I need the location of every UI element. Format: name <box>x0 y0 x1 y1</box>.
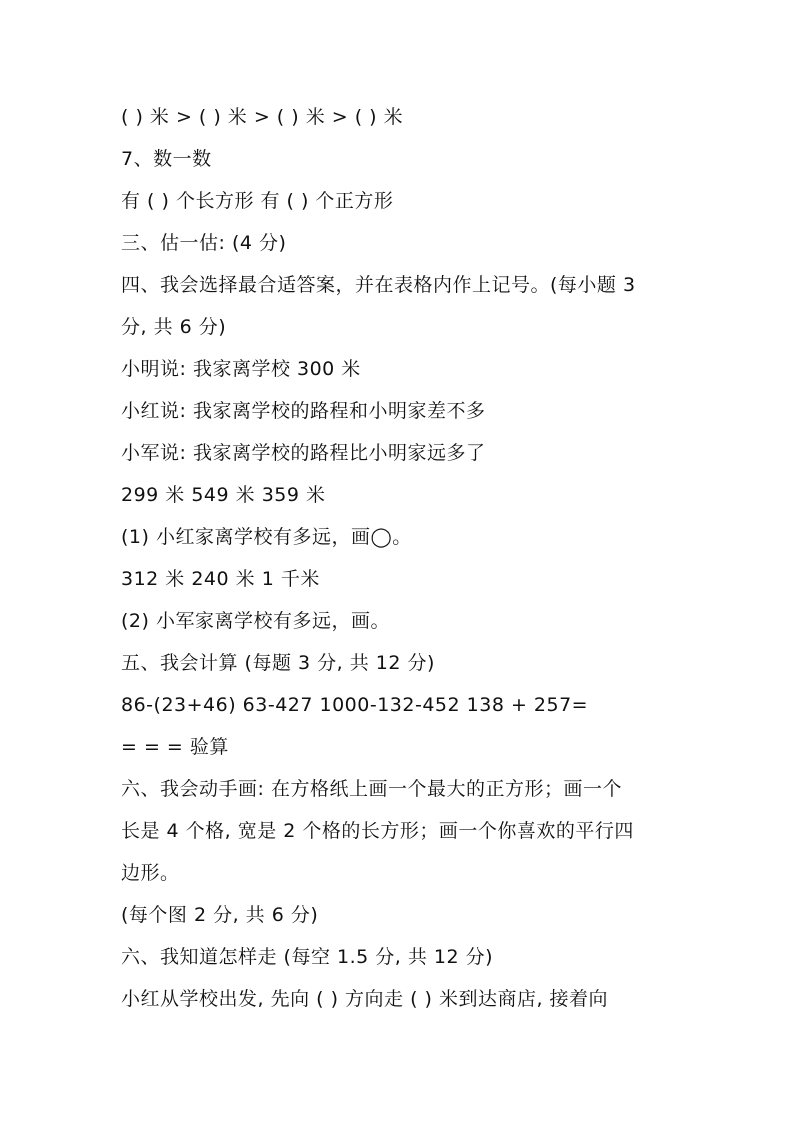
text-line-2: 7、数一数 <box>121 148 212 170</box>
section-heading-3: 三、估一估: (4 分) <box>121 232 287 254</box>
text-line-11: (1) 小红家离学校有多远，画◯。 <box>121 526 412 548</box>
text-line-19: 边形。 <box>121 862 180 884</box>
text-line-7: 小明说: 我家离学校 300 米 <box>121 358 361 380</box>
text-line-16: = = = 验算 <box>121 736 229 758</box>
section-heading-6: 六、我会动手画: 在方格纸上画一个最大的正方形；画一个 <box>121 778 622 800</box>
text-line-9: 小军说: 我家离学校的路程比小明家远多了 <box>121 442 486 464</box>
text-line-10: 299 米 549 米 359 米 <box>121 484 326 506</box>
text-line-15: 86-(23+46) 63-427 1000-132-452 138 + 257= <box>121 694 589 716</box>
text-line-8: 小红说: 我家离学校的路程和小明家差不多 <box>121 400 486 422</box>
text-line-12: 312 米 240 米 1 千米 <box>121 568 320 590</box>
text-line-20: (每个图 2 分, 共 6 分) <box>121 904 319 926</box>
section-heading-5: 五、我会计算 (每题 3 分, 共 12 分) <box>121 652 435 674</box>
text-line-1: ( ) 米 > ( ) 米 > ( ) 米 > ( ) 米 <box>121 106 404 128</box>
text-line-13: (2) 小军家离学校有多远，画。 <box>121 610 390 632</box>
text-line-22: 小红从学校出发, 先向 ( ) 方向走 ( ) 米到达商店, 接着向 <box>121 988 609 1010</box>
text-line-3: 有 ( ) 个长方形 有 ( ) 个正方形 <box>121 190 394 212</box>
section-heading-4: 四、我会选择最合适答案，并在表格内作上记号。(每小题 3 <box>121 274 636 296</box>
section-heading-6b: 六、我知道怎样走 (每空 1.5 分, 共 12 分) <box>121 946 493 968</box>
text-line-18: 长是 4 个格, 宽是 2 个格的长方形；画一个你喜欢的平行四 <box>121 820 634 842</box>
text-line-6: 分, 共 6 分) <box>121 316 227 338</box>
